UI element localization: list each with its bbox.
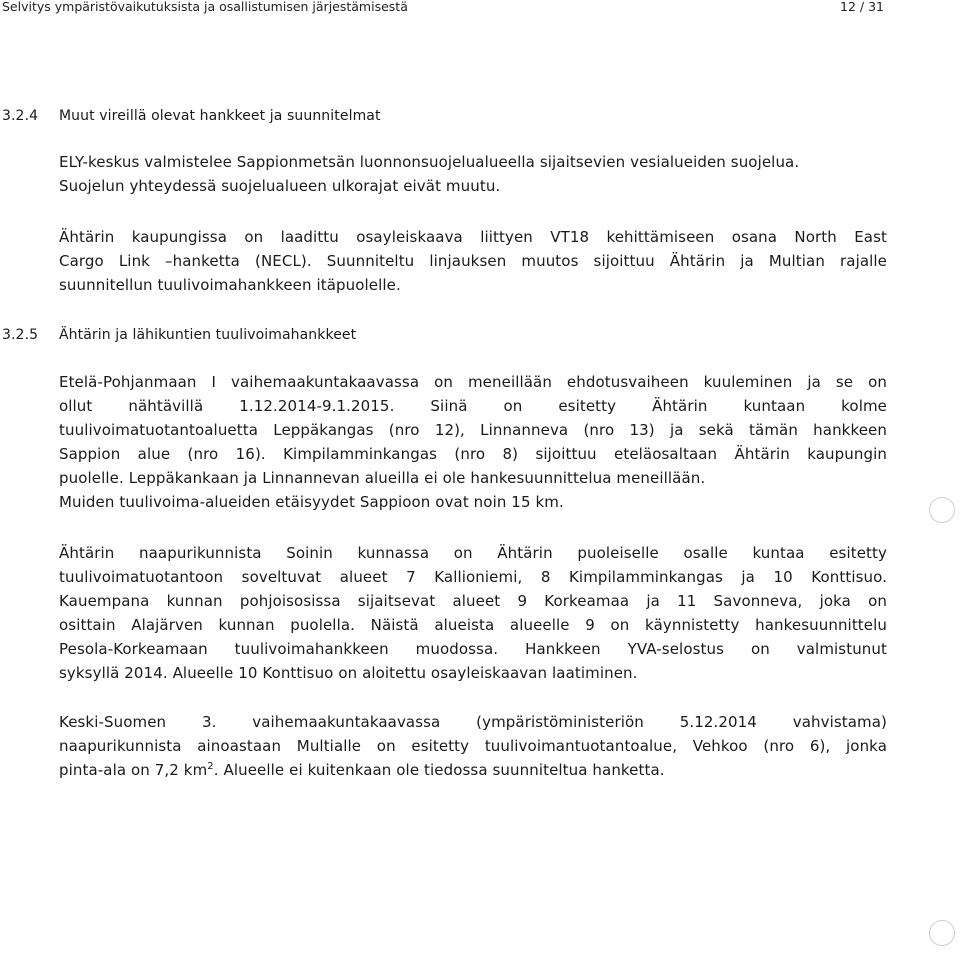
superscript: 2 [207,761,214,772]
paragraph-line: Sappion alue (nro 16). Kimpilamminkangas (nro 8) sijoittuu eteläosaltaan Ähtärin kaupungin [59,445,887,463]
scan-artifact-circle [929,920,955,946]
paragraph-line: tuulivoimatuotantoon soveltuvat alueet 7 Kallioniemi, 8 Kimpilamminkangas ja 10 Konttisuo. [59,568,887,586]
paragraph-line: Muiden tuulivoima-alueiden etäisyydet Sappioon ovat noin 15 km. [59,493,564,511]
paragraph-line: Etelä-Pohjanmaan I vaihemaakuntakaavassa on meneillään ehdotusvaiheen kuuleminen ja se on [59,373,887,391]
paragraph-line: ELY-keskus valmistelee Sappionmetsän luonnonsuojelualueella sijaitsevien vesialueiden suojelua. [59,153,800,171]
section-title: Ähtärin ja lähikuntien tuulivoimahankkeet [59,327,357,343]
paragraph-line: Ähtärin kaupungissa on laadittu osayleiskaava liittyen VT18 kehittämiseen osana North East [59,228,887,246]
page-number: 12 / 31 [840,0,884,14]
scan-artifact-circle [929,497,955,523]
paragraph-line [59,758,887,782]
paragraph-line: Cargo Link –hanketta (NECL). Suunniteltu linjauksen muutos sijoittuu Ähtärin ja Multian rajalle [59,252,887,270]
paragraph-line: Suojelun yhteydessä suojelualueen ulkorajat eivät muutu. [59,177,501,195]
paragraph-line: osittain Alajärven kunnan puolella. Näistä alueista alueelle 9 on käynnistetty hankesuunnittelu [59,616,887,634]
section-heading-324 [2,104,830,128]
paragraph-2 [59,225,887,297]
document-title: Selvitys ympäristövaikutuksista ja osallistumisen järjestämisestä [2,0,408,14]
paragraph-1 [59,150,887,198]
paragraph-line: puolelle. Leppäkankaan ja Linnannevan alueilla ei ole hankesuunnittelua meneillään. [59,469,706,487]
paragraph-line: tuulivoimatuotantoaluetta Leppäkangas (nro 12), Linnanneva (nro 13) ja sekä tämän hankkeen [59,421,887,439]
line-end-text: . Alueelle ei kuitenkaan ole tiedossa suunniteltua hanketta. [213,761,665,779]
paragraph-line: Ähtärin naapurikunnista Soinin kunnassa on Ähtärin puoleiselle osalle kuntaa esitetty [59,544,887,562]
area-text: pinta-ala on 7,2 km [59,761,208,779]
section-title: Muut vireillä olevat hankkeet ja suunnitelmat [59,108,381,124]
paragraph-line: Keski-Suomen 3. vaihemaakuntakaavassa (ympäristöministeriön 5.12.2014 vahvistama) [59,713,887,731]
paragraph-line: Kauempana kunnan pohjoisosissa sijaitsevat alueet 9 Korkeamaa ja 11 Savonneva, joka on [59,592,887,610]
paragraph-line: ollut nähtävillä 1.12.2014-9.1.2015. Siinä on esitetty Ähtärin kuntaan kolme [59,397,887,415]
paragraph-3 [59,370,887,514]
paragraph-4 [59,541,887,685]
paragraph-line: syksyllä 2014. Alueelle 10 Konttisuo on aloitettu osayleiskaavan laatiminen. [59,664,638,682]
section-number: 3.2.5 [2,327,39,343]
paragraph-line: Pesola-Korkeamaan tuulivoimahankkeen muodossa. Hankkeen YVA-selostus on valmistunut [59,640,887,658]
paragraph-line: naapurikunnista ainoastaan Multialle on esitetty tuulivoimantuotantoalue, Vehkoo (nro 6), jonka [59,737,887,755]
paragraph-line: suunnitellun tuulivoimahankkeen itäpuolelle. [59,276,401,294]
page-header [0,0,960,20]
section-heading-325 [2,323,830,347]
section-number: 3.2.4 [2,108,39,124]
paragraph-5 [59,710,887,782]
